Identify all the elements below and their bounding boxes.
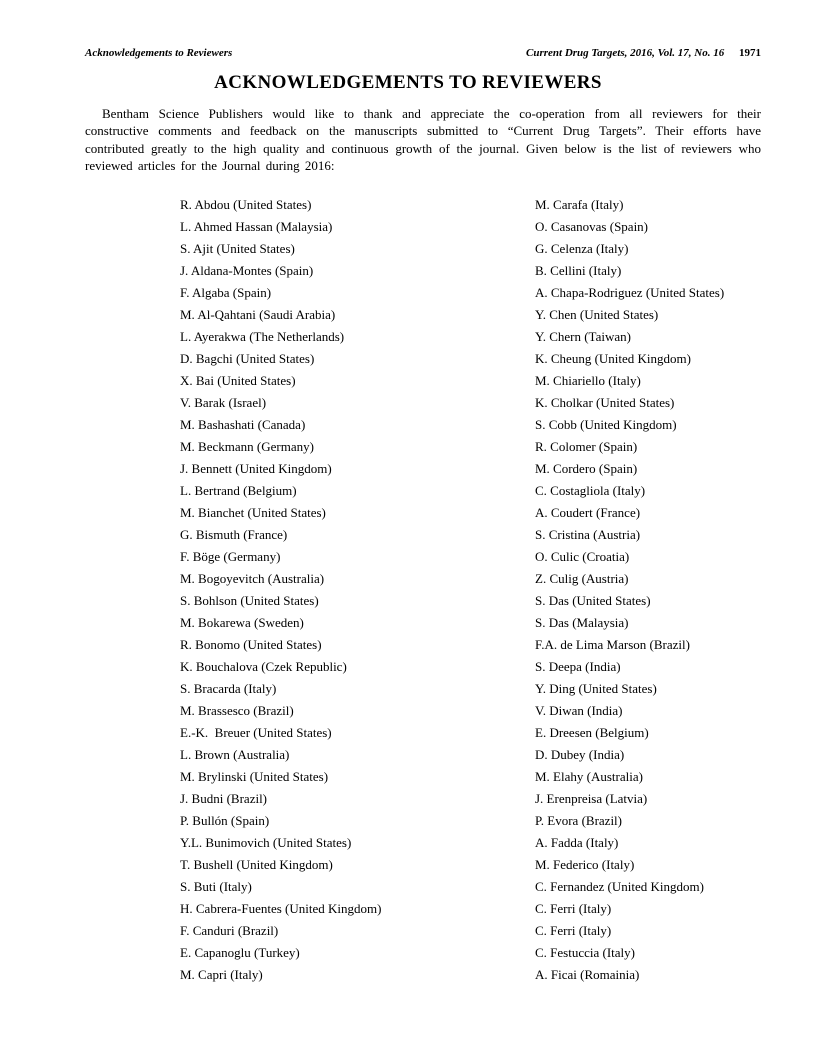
reviewer-item: L. Bertrand (Belgium) xyxy=(180,483,297,498)
reviewer-item: C. Costagliola (Italy) xyxy=(535,483,646,498)
reviewer-item: M. Capri (Italy) xyxy=(180,967,263,982)
reviewer-item: M. Bokarewa (Sweden) xyxy=(180,615,304,630)
reviewer-item: A. Chapa-Rodriguez (United States) xyxy=(535,285,725,300)
reviewer-item: S. Bracarda (Italy) xyxy=(180,681,277,696)
intro-paragraph: Bentham Science Publishers would like to thank and appreciate the co-operation from all reviewers for their constructive comments and feedback on the manuscripts submitted to “Current Drug Targets”. Their efforts have contributed greatly to the high quality and continuous growth of the journal. Given below is the list of reviewers who reviewed articles for the Journal during 2016: xyxy=(85,106,761,173)
reviewer-item: M. Beckmann (Germany) xyxy=(180,439,314,454)
reviewer-item: S. Cristina (Austria) xyxy=(535,527,641,542)
reviewer-item: M. Elahy (Australia) xyxy=(535,769,643,784)
reviewer-item: P. Bullón (Spain) xyxy=(180,813,270,828)
reviewer-item: K. Cheung (United Kingdom) xyxy=(535,351,691,366)
reviewer-item: D. Dubey (India) xyxy=(535,747,625,762)
reviewer-item: M. Bianchet (United States) xyxy=(180,505,326,520)
reviewer-item: Y. Ding (United States) xyxy=(535,681,657,696)
reviewer-item: Y. Chern (Taiwan) xyxy=(535,329,631,344)
reviewer-item: M. Brylinski (United States) xyxy=(180,769,329,784)
reviewer-item: L. Brown (Australia) xyxy=(180,747,290,762)
reviewer-list xyxy=(180,194,816,986)
reviewer-item: E.-K. Breuer (United States) xyxy=(180,725,332,740)
reviewer-item: G. Celenza (Italy) xyxy=(535,241,629,256)
page-header xyxy=(85,47,761,59)
reviewer-item: C. Ferri (Italy) xyxy=(535,901,612,916)
page-number: 1971 xyxy=(739,47,761,59)
page-title: ACKNOWLEDGEMENTS TO REVIEWERS xyxy=(214,72,602,93)
reviewer-item: A. Ficai (Romainia) xyxy=(535,967,640,982)
reviewer-item: S. Deepa (India) xyxy=(535,659,621,674)
reviewer-item: Y. Chen (United States) xyxy=(535,307,659,322)
reviewer-item: M. Brassesco (Brazil) xyxy=(180,703,294,718)
reviewer-item: E. Dreesen (Belgium) xyxy=(535,725,649,740)
reviewer-item: S. Das (United States) xyxy=(535,593,651,608)
reviewer-item: S. Das (Malaysia) xyxy=(535,615,629,630)
reviewer-item: K. Bouchalova (Czek Republic) xyxy=(180,659,347,674)
reviewer-item: S. Cobb (United Kingdom) xyxy=(535,417,677,432)
reviewer-item: E. Capanoglu (Turkey) xyxy=(180,945,300,960)
reviewer-column-left xyxy=(180,194,535,986)
journal-citation-block xyxy=(526,47,761,59)
reviewer-item: L. Ayerakwa (The Netherlands) xyxy=(180,329,345,344)
reviewer-item: A. Fadda (Italy) xyxy=(535,835,619,850)
reviewer-item: M. Bashashati (Canada) xyxy=(180,417,306,432)
reviewer-item: A. Coudert (France) xyxy=(535,505,641,520)
reviewer-item: S. Ajit (United States) xyxy=(180,241,295,256)
reviewer-item: B. Cellini (Italy) xyxy=(535,263,622,278)
reviewer-item: R. Abdou (United States) xyxy=(180,197,312,212)
reviewer-item: K. Cholkar (United States) xyxy=(535,395,675,410)
reviewer-item: V. Diwan (India) xyxy=(535,703,623,718)
reviewer-item: F. Algaba (Spain) xyxy=(180,285,272,300)
reviewer-item: L. Ahmed Hassan (Malaysia) xyxy=(180,219,333,234)
reviewer-item: M. Bogoyevitch (Australia) xyxy=(180,571,325,586)
reviewer-item: M. Al-Qahtani (Saudi Arabia) xyxy=(180,307,336,322)
reviewer-item: P. Evora (Brazil) xyxy=(535,813,623,828)
reviewer-item: R. Bonomo (United States) xyxy=(180,637,322,652)
reviewer-item: F. Böge (Germany) xyxy=(180,549,281,564)
reviewer-item: F. Canduri (Brazil) xyxy=(180,923,279,938)
reviewer-item: M. Cordero (Spain) xyxy=(535,461,638,476)
reviewer-item: O. Culic (Croatia) xyxy=(535,549,630,564)
reviewer-item: V. Barak (Israel) xyxy=(180,395,267,410)
journal-citation: Current Drug Targets, 2016, Vol. 17, No. 16 xyxy=(526,47,725,59)
reviewer-item: J. Bennett (United Kingdom) xyxy=(180,461,332,476)
reviewer-item: Z. Culig (Austria) xyxy=(535,571,629,586)
reviewer-item: J. Aldana-Montes (Spain) xyxy=(180,263,314,278)
reviewer-item: J. Budni (Brazil) xyxy=(180,791,268,806)
reviewer-item: M. Chiariello (Italy) xyxy=(535,373,641,388)
running-title: Acknowledgements to Reviewers xyxy=(85,47,233,59)
reviewer-item: T. Bushell (United Kingdom) xyxy=(180,857,333,872)
reviewer-item: O. Casanovas (Spain) xyxy=(535,219,649,234)
reviewer-item: Y.L. Bunimovich (United States) xyxy=(180,835,352,850)
reviewer-item: S. Bohlson (United States) xyxy=(180,593,319,608)
reviewer-item: J. Erenpreisa (Latvia) xyxy=(535,791,648,806)
reviewer-item: S. Buti (Italy) xyxy=(180,879,252,894)
reviewer-item: R. Colomer (Spain) xyxy=(535,439,638,454)
reviewer-item: G. Bismuth (France) xyxy=(180,527,288,542)
reviewer-item: C. Fernandez (United Kingdom) xyxy=(535,879,704,894)
reviewer-item: H. Cabrera-Fuentes (United Kingdom) xyxy=(180,901,382,916)
reviewer-item: F.A. de Lima Marson (Brazil) xyxy=(535,637,690,652)
reviewer-item: X. Bai (United States) xyxy=(180,373,296,388)
reviewer-item: D. Bagchi (United States) xyxy=(180,351,315,366)
reviewer-item: M. Carafa (Italy) xyxy=(535,197,624,212)
reviewer-item: M. Federico (Italy) xyxy=(535,857,635,872)
reviewer-item: C. Ferri (Italy) xyxy=(535,923,612,938)
reviewer-item: C. Festuccia (Italy) xyxy=(535,945,635,960)
reviewer-column-right xyxy=(535,194,816,986)
